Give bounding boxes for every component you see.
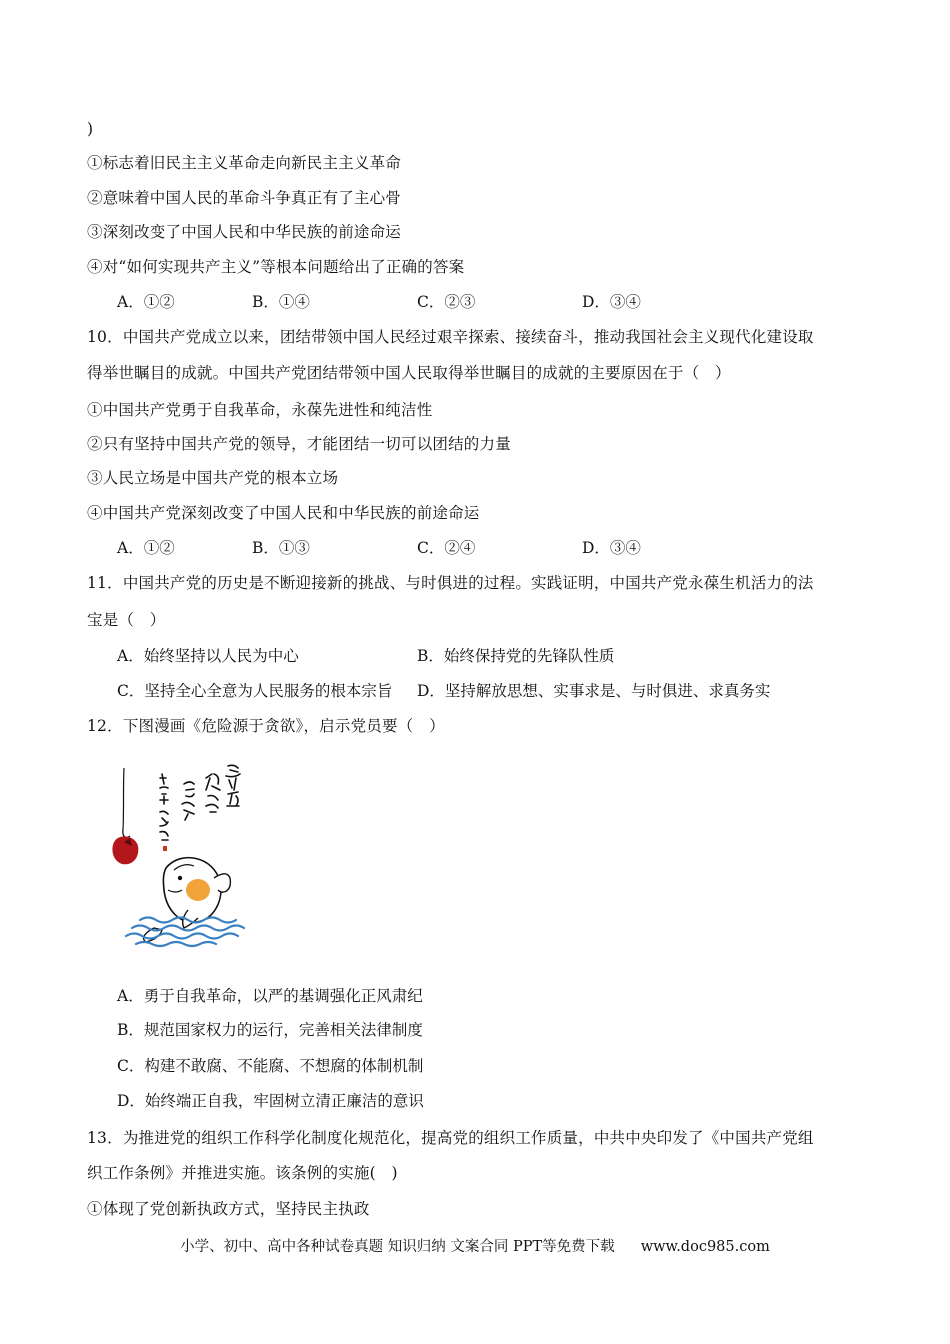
footer-url-link[interactable]: www.doc985.com (640, 1239, 770, 1255)
q11-option-b: B．始终保持党的先锋队性质 (417, 647, 615, 665)
q12-stem: 12．下图漫画《危险源于贪欲》，启示党员要（ ） (87, 717, 445, 735)
q10-option-a: A．①② (117, 539, 175, 557)
q13-stem-line-2: 织工作条例》并推进实施。该条例的实施( ) (87, 1164, 398, 1182)
q10-stem-line-1: 10．中国共产党成立以来，团结带领中国人民经过艰辛探索、接续奋斗，推动我国社会主义现代化建设取 (87, 328, 814, 346)
q9-item-1: ①标志着旧民主主义革命走向新民主主义革命 (87, 154, 402, 172)
q12-option-d: D．始终端正自我，牢固树立清正廉洁的意识 (117, 1092, 424, 1110)
q13-item-1: ①体现了党创新执政方式，坚持民主执政 (87, 1200, 370, 1218)
q10-item-3: ③人民立场是中国共产党的根本立场 (87, 469, 339, 487)
q12-option-c: C．构建不敢腐、不能腐、不想腐的体制机制 (117, 1057, 424, 1075)
page-footer (0, 1237, 950, 1257)
q9-option-c: C．②③ (417, 293, 476, 311)
q10-item-1: ①中国共产党勇于自我革命，永葆先进性和纯洁性 (87, 401, 433, 419)
q13-stem-line-1: 13．为推进党的组织工作科学化制度化规范化，提高党的组织工作质量，中共中央印发了《中国共产党组 (87, 1129, 814, 1147)
q10-option-b: B．①③ (252, 539, 310, 557)
q11-stem-line-2: 宝是（ ） (87, 611, 166, 629)
cartoon-fish-bait-image (110, 760, 280, 950)
q9-option-a: A．①② (117, 293, 175, 311)
q12-option-b: B．规范国家权力的运行，完善相关法律制度 (117, 1021, 423, 1039)
q11-option-d: D．坚持解放思想、实事求是、与时俱进、求真务实 (417, 682, 771, 700)
q10-option-c: C．②④ (417, 539, 476, 557)
q10-option-d: D．③④ (582, 539, 641, 557)
q11-stem-line-1: 11．中国共产党的历史是不断迎接新的挑战、与时俱进的过程。实践证明，中国共产党永葆生机活力的法 (87, 574, 814, 592)
q12-option-a: A．勇于自我革命，以严的基调强化正风肃纪 (117, 987, 423, 1005)
previous-question-tail: ) (87, 120, 94, 138)
q9-option-d: D．③④ (582, 293, 641, 311)
q9-item-4: ④对“如何实现共产主义”等根本问题给出了正确的答案 (87, 258, 465, 276)
q11-option-a: A．始终坚持以人民为中心 (117, 647, 299, 665)
q9-item-2: ②意味着中国人民的革命斗争真正有了主心骨 (87, 189, 402, 207)
q10-item-2: ②只有坚持中国共产党的领导，才能团结一切可以团结的力量 (87, 435, 511, 453)
q9-item-3: ③深刻改变了中国人民和中华民族的前途命运 (87, 223, 402, 241)
footer-text: 小学、初中、高中各种试卷真题 知识归纳 文案合同 PPT等免费下载 (180, 1239, 615, 1255)
q9-option-b: B．①④ (252, 293, 310, 311)
q10-item-4: ④中国共产党深刻改变了中国人民和中华民族的前途命运 (87, 504, 480, 522)
q11-option-c: C．坚持全心全意为人民服务的根本宗旨 (117, 682, 393, 700)
q10-stem-line-2: 得举世瞩目的成就。中国共产党团结带领中国人民取得举世瞩目的成就的主要原因在于（ ） (87, 364, 731, 382)
